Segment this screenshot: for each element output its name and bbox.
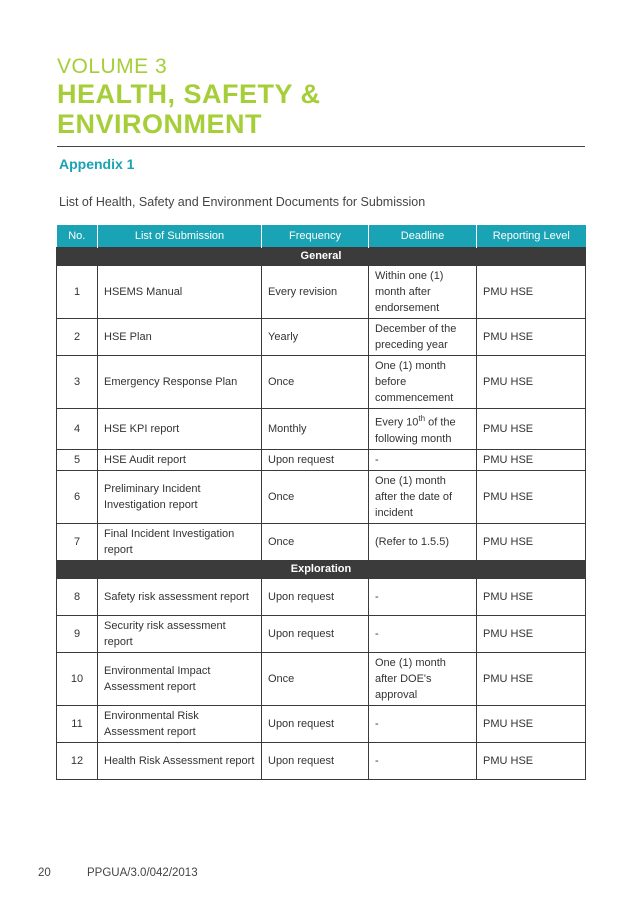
cell-frequency: Once <box>262 523 369 560</box>
table-row <box>57 356 586 409</box>
table-row <box>57 742 586 779</box>
cell-reporting-level: PMU HSE <box>477 705 586 742</box>
header-frequency: Frequency <box>262 225 369 248</box>
header-no: No. <box>57 225 98 248</box>
cell-reporting-level: PMU HSE <box>477 319 586 356</box>
cell-deadline: One (1) month after DOE's approval <box>369 652 477 705</box>
table-row <box>57 652 586 705</box>
cell-frequency: Upon request <box>262 615 369 652</box>
table-row <box>57 705 586 742</box>
cell-deadline: Within one (1) month after endorsement <box>369 266 477 319</box>
table-header-row <box>57 225 586 248</box>
title-line-1: HEALTH, SAFETY & <box>57 79 321 109</box>
cell-no: 12 <box>57 742 98 779</box>
cell-no: 10 <box>57 652 98 705</box>
cell-frequency: Yearly <box>262 319 369 356</box>
cell-no: 8 <box>57 578 98 615</box>
cell-no: 5 <box>57 449 98 470</box>
cell-submission: Safety risk assessment report <box>98 578 262 615</box>
cell-reporting-level: PMU HSE <box>477 470 586 523</box>
cell-frequency: Upon request <box>262 449 369 470</box>
table-row <box>57 449 586 470</box>
table-row <box>57 409 586 450</box>
cell-no: 2 <box>57 319 98 356</box>
cell-submission: HSE Plan <box>98 319 262 356</box>
table-description: List of Health, Safety and Environment Documents for Submission <box>59 195 426 209</box>
table-row <box>57 615 586 652</box>
cell-reporting-level: PMU HSE <box>477 266 586 319</box>
section-row-exploration <box>57 560 586 578</box>
table-row <box>57 523 586 560</box>
cell-deadline: - <box>369 705 477 742</box>
cell-submission: Final Incident Investigation report <box>98 523 262 560</box>
table-body <box>57 248 586 780</box>
cell-no: 6 <box>57 470 98 523</box>
cell-reporting-level: PMU HSE <box>477 409 586 450</box>
cell-reporting-level: PMU HSE <box>477 652 586 705</box>
title-divider <box>57 146 585 147</box>
cell-frequency: Every revision <box>262 266 369 319</box>
section-label: General <box>57 248 586 266</box>
cell-reporting-level: PMU HSE <box>477 578 586 615</box>
page-number: 20 <box>38 867 51 879</box>
volume-label: VOLUME 3 <box>57 55 168 78</box>
cell-reporting-level: PMU HSE <box>477 449 586 470</box>
cell-submission: Preliminary Incident Investigation report <box>98 470 262 523</box>
cell-reporting-level: PMU HSE <box>477 523 586 560</box>
header-reporting-level: Reporting Level <box>477 225 586 248</box>
cell-frequency: Once <box>262 470 369 523</box>
cell-frequency: Upon request <box>262 742 369 779</box>
cell-no: 4 <box>57 409 98 450</box>
cell-reporting-level: PMU HSE <box>477 742 586 779</box>
cell-deadline: One (1) month before commencement <box>369 356 477 409</box>
cell-reporting-level: PMU HSE <box>477 615 586 652</box>
cell-no: 1 <box>57 266 98 319</box>
cell-deadline: One (1) month after the date of incident <box>369 470 477 523</box>
cell-deadline: - <box>369 578 477 615</box>
section-label: Exploration <box>57 560 586 578</box>
cell-submission: HSE KPI report <box>98 409 262 450</box>
cell-deadline: - <box>369 742 477 779</box>
cell-submission: HSE Audit report <box>98 449 262 470</box>
cell-reporting-level: PMU HSE <box>477 356 586 409</box>
table-row <box>57 470 586 523</box>
table-row <box>57 266 586 319</box>
cell-deadline: December of the preceding year <box>369 319 477 356</box>
cell-frequency: Once <box>262 652 369 705</box>
table-row <box>57 578 586 615</box>
header-submission: List of Submission <box>98 225 262 248</box>
page-title <box>57 79 321 139</box>
cell-submission: Environmental Risk Assessment report <box>98 705 262 742</box>
table-row <box>57 319 586 356</box>
cell-submission: Environmental Impact Assessment report <box>98 652 262 705</box>
section-row-general <box>57 248 586 266</box>
cell-deadline: - <box>369 449 477 470</box>
appendix-heading: Appendix 1 <box>59 156 135 172</box>
cell-submission: Security risk assessment report <box>98 615 262 652</box>
cell-deadline: Every 10th of the following month <box>369 409 477 450</box>
cell-frequency: Upon request <box>262 705 369 742</box>
document-code: PPGUA/3.0/042/2013 <box>87 867 198 879</box>
cell-deadline: (Refer to 1.5.5) <box>369 523 477 560</box>
title-line-2: ENVIRONMENT <box>57 109 263 139</box>
cell-frequency: Once <box>262 356 369 409</box>
cell-submission: Health Risk Assessment report <box>98 742 262 779</box>
submission-table <box>56 225 586 780</box>
cell-no: 9 <box>57 615 98 652</box>
cell-deadline: - <box>369 615 477 652</box>
cell-frequency: Upon request <box>262 578 369 615</box>
cell-frequency: Monthly <box>262 409 369 450</box>
cell-submission: HSEMS Manual <box>98 266 262 319</box>
cell-submission: Emergency Response Plan <box>98 356 262 409</box>
cell-no: 11 <box>57 705 98 742</box>
cell-no: 7 <box>57 523 98 560</box>
cell-no: 3 <box>57 356 98 409</box>
header-deadline: Deadline <box>369 225 477 248</box>
